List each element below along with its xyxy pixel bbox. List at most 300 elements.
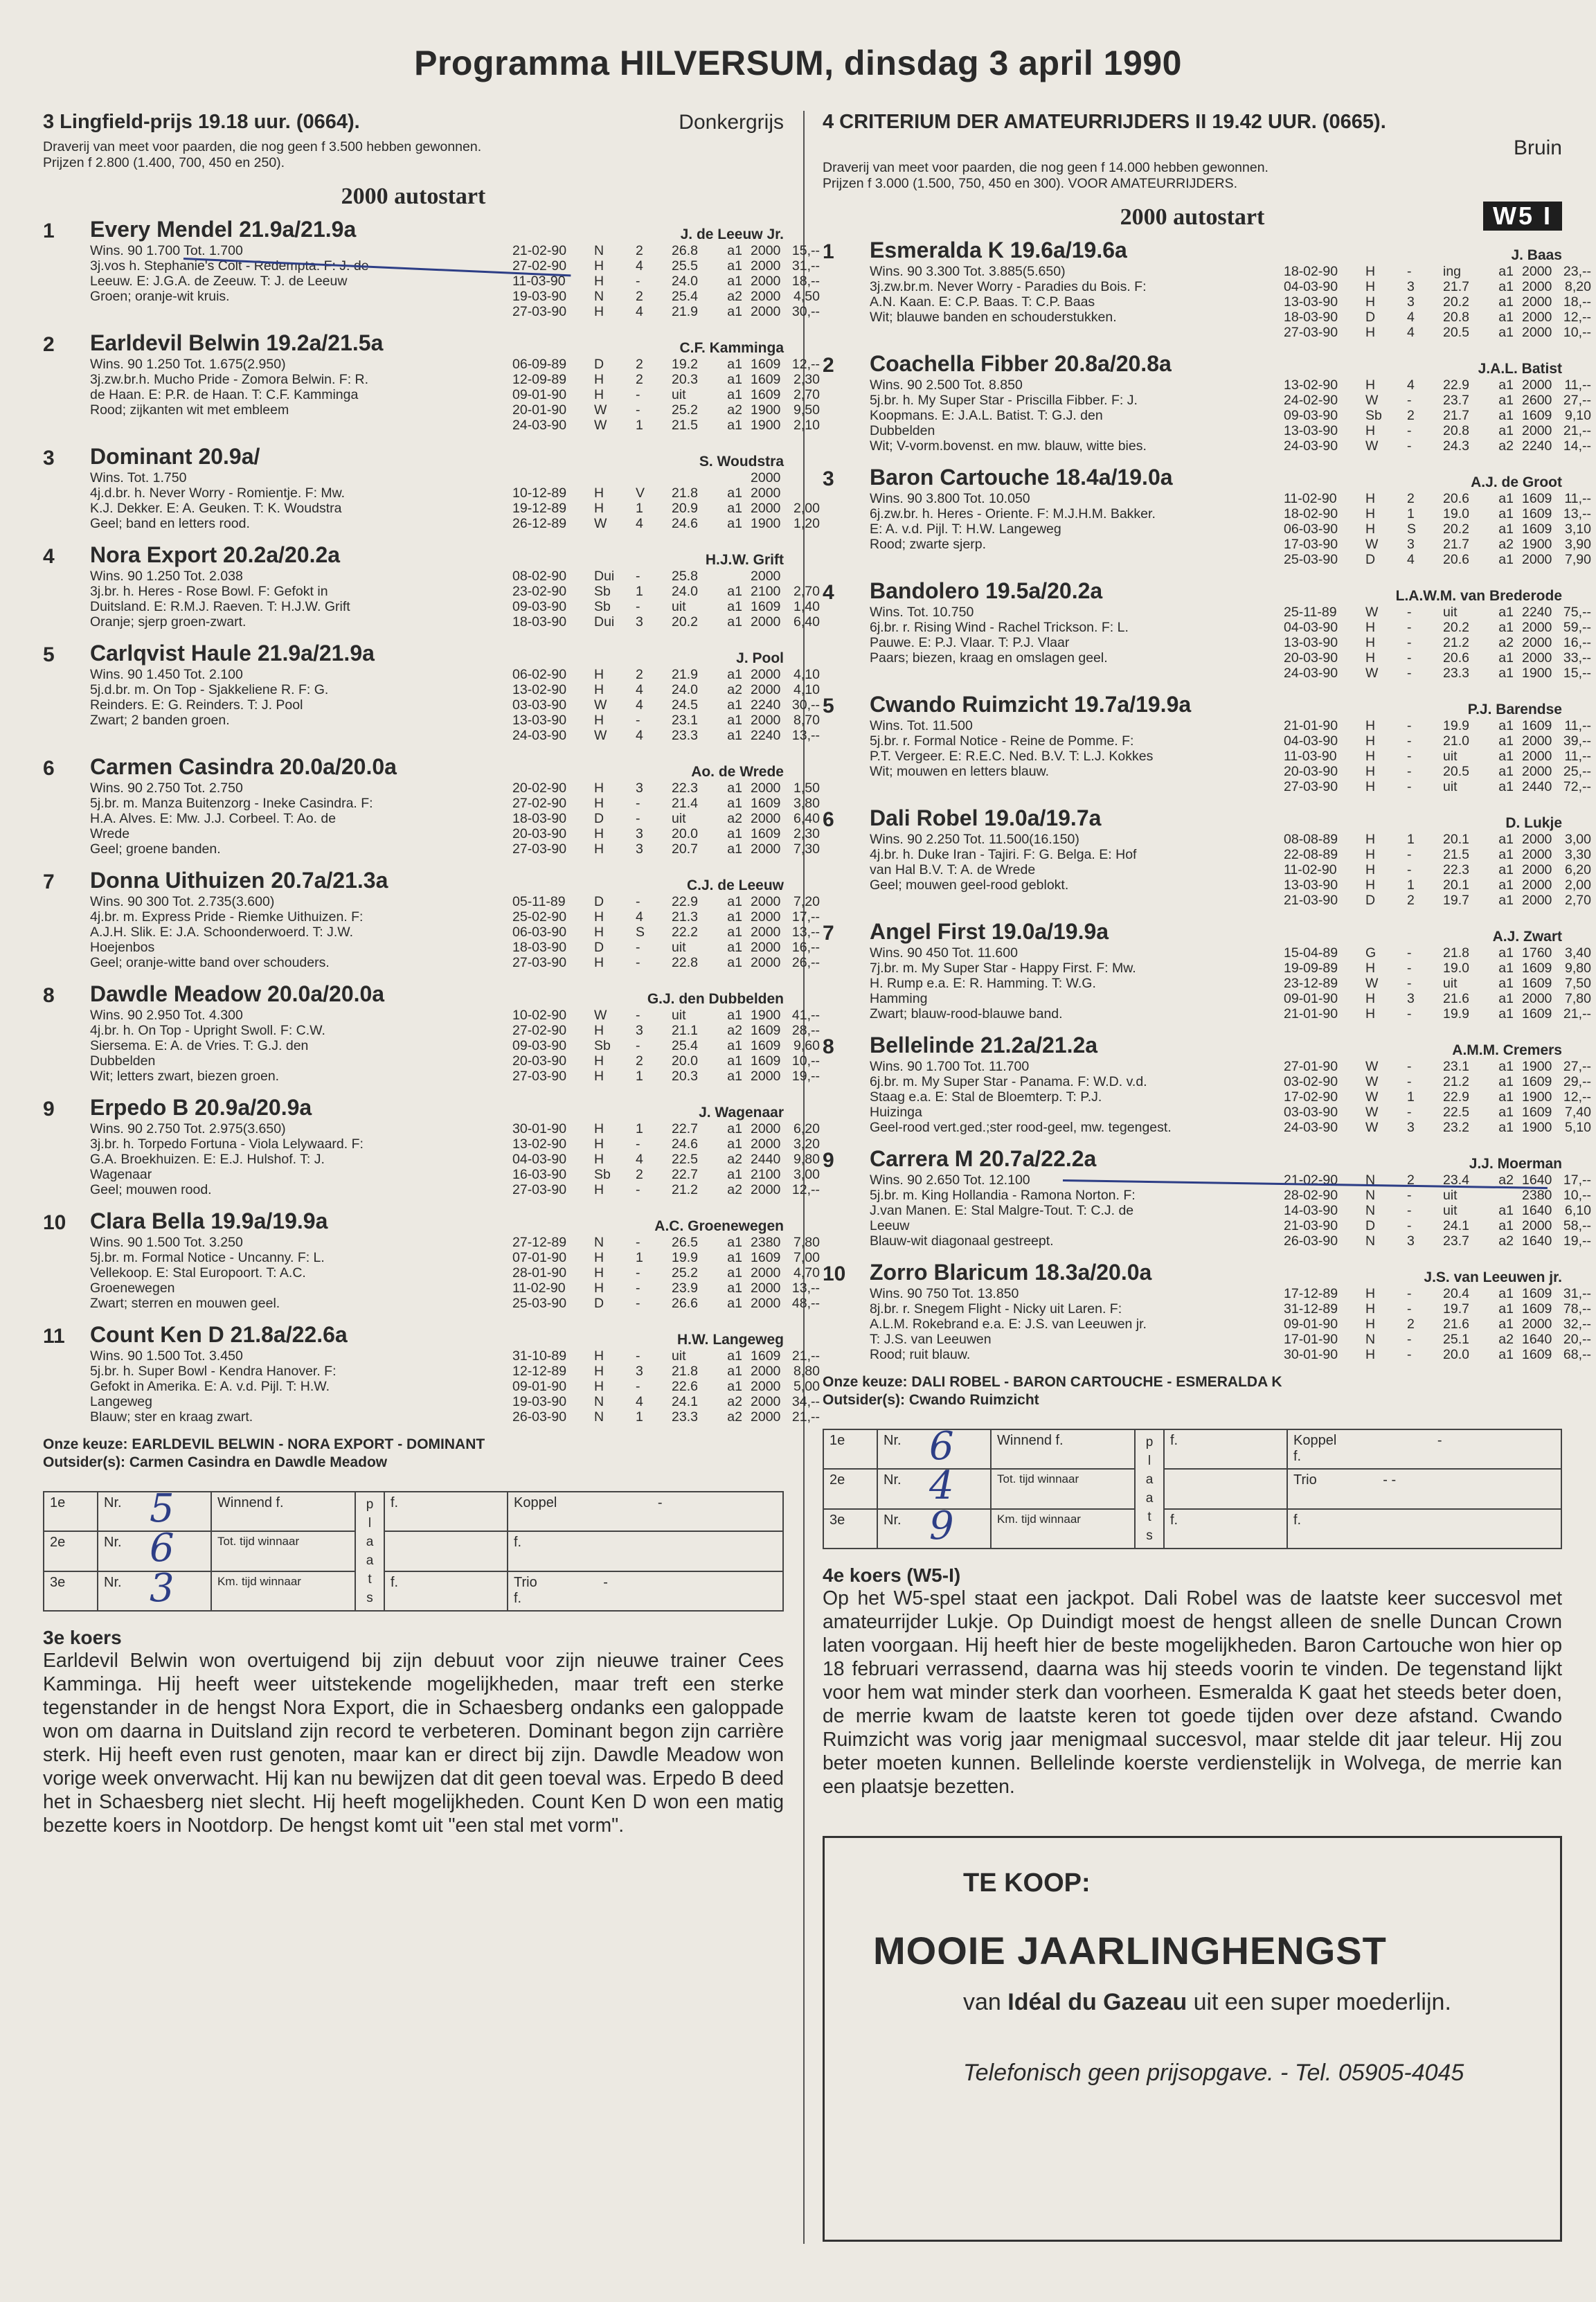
result-row (512, 728, 820, 743)
plaats-field[interactable] (1164, 1469, 1287, 1508)
description-line: Dubbelden (870, 423, 935, 438)
result-cell: 4 (636, 682, 643, 697)
result-cell: a1 (1498, 294, 1514, 310)
result-cell: 2 (636, 289, 643, 304)
result-cell: 10-12-89 (512, 485, 567, 501)
result-cell: 4 (636, 728, 643, 743)
result-cell: 2 (1407, 893, 1415, 908)
result-cell: 33,-- (1563, 650, 1591, 666)
result-row (1284, 1105, 1591, 1120)
description-line: E: A. v.d. Pijl. T: H.W. Langeweg (870, 521, 1061, 537)
past-results (512, 470, 820, 531)
result-cell: 1640 (1522, 1233, 1552, 1249)
horse-name: Carlqvist Haule 21.9a/21.9a (90, 641, 375, 666)
result-cell: 75,-- (1563, 605, 1591, 620)
result-cell: 18-03-90 (512, 940, 567, 955)
horse-name: Count Ken D 21.8a/22.6a (90, 1322, 348, 1347)
result-row (1284, 718, 1591, 733)
result-cell: N (594, 1235, 604, 1250)
result-cell: 1900 (1522, 666, 1552, 681)
result-cell: 22.9 (1443, 377, 1469, 393)
result-cell: 11-03-90 (1284, 749, 1337, 764)
horse-header (823, 805, 1562, 832)
past-results (512, 1121, 820, 1197)
description-line: Rood; ruit blauw. (870, 1347, 971, 1362)
result-cell: 1900 (1522, 1089, 1552, 1105)
result-cell: 48,-- (791, 1296, 820, 1311)
result-cell: 59,-- (1563, 620, 1591, 635)
result-cell: 18-03-90 (1284, 310, 1338, 325)
result-cell: - (636, 1136, 640, 1152)
horse-header (823, 238, 1562, 264)
result-cell: 2000 (1522, 1218, 1552, 1233)
result-cell: 1,40 (793, 599, 820, 614)
horse-number: 9 (823, 1149, 834, 1172)
result-cell: 22.2 (672, 925, 698, 940)
pick: Onze keuze: DALI ROBEL - BARON CARTOUCHE - ESMERALDA K Outsider(s): Cwando Ruimzicht (823, 1374, 1282, 1408)
description-line: H.A. Alves. E: Mw. J.J. Corbeel. T: Ao. de (90, 811, 337, 826)
result-cell: H (1365, 1286, 1376, 1301)
result-row (1284, 877, 1591, 893)
result-cell: 19,-- (1563, 1233, 1591, 1249)
description-line: 8j.br. r. Snegem Flight - Nicky uit Laren. F: (870, 1301, 1122, 1317)
result-cell: - (1407, 1105, 1412, 1120)
result-cell: 20-03-90 (512, 826, 567, 841)
result-cell: 24.0 (672, 682, 698, 697)
result-cell: 23-02-90 (512, 584, 567, 599)
result-cell: - (1407, 620, 1412, 635)
plaats-field[interactable]: f. (384, 1492, 508, 1531)
result-cell: 24.3 (1443, 438, 1469, 454)
description-line: Langeweg (90, 1394, 152, 1409)
result-cell: 32,-- (1563, 1317, 1591, 1332)
result-cell: 1609 (751, 1038, 781, 1053)
result-cell: 08-08-89 (1284, 832, 1338, 847)
result-cell: 21.7 (1443, 537, 1469, 552)
result-cell: H (594, 1182, 604, 1197)
result-cell: 21.6 (1443, 1317, 1469, 1332)
result-cell: a1 (727, 357, 742, 372)
plaats-field[interactable]: f. (1164, 1429, 1287, 1469)
result-cell: 21.2 (672, 1182, 698, 1197)
result-cell: S (1407, 521, 1417, 537)
result-cell: 27-03-90 (1284, 325, 1338, 340)
description-line: Wins. 90 2.500 Tot. 8.850 (870, 377, 1023, 393)
description-line: Huizinga (870, 1105, 922, 1120)
horse-details (90, 780, 820, 857)
horse-details (90, 1121, 820, 1197)
result-cell: a1 (1498, 408, 1514, 423)
result-cell: 20.3 (672, 372, 698, 387)
result-cell: 1609 (1522, 961, 1552, 976)
description-line: 3j.br. h. Torpedo Fortuna - Viola Lelywaard. F: (90, 1136, 364, 1152)
result-cell: 25,-- (1563, 764, 1591, 779)
result-cell: H (594, 955, 604, 970)
result-cell: 1,50 (793, 780, 820, 796)
result-cell: 2000 (751, 1121, 781, 1136)
result-cell: 19.0 (1443, 506, 1469, 521)
result-cell: 23.7 (1443, 1233, 1469, 1249)
result-cell: 24.6 (672, 1136, 698, 1152)
description-line: Vellekoop. E: Stal Europoort. T: A.C. (90, 1265, 306, 1281)
result-cell: H (1365, 506, 1376, 521)
result-cell: 24.5 (672, 697, 698, 713)
result-cell: H (1365, 779, 1376, 794)
past-results (1284, 377, 1591, 454)
result-cell: - (1407, 1006, 1412, 1021)
result-cell: G (1365, 945, 1377, 961)
result-cell: uit (1443, 605, 1458, 620)
result-cell: W (594, 418, 607, 433)
result-cell: 20.6 (1443, 650, 1469, 666)
result-cell: 2000 (751, 485, 781, 501)
result-cell: 1 (636, 1121, 643, 1136)
result-cell: 1 (1407, 832, 1415, 847)
trainer-name: P.J. Barendse (1467, 702, 1562, 717)
result-row (1284, 1347, 1591, 1362)
nr-field-1[interactable]: 6 (924, 1429, 991, 1469)
result-cell: 2000 (751, 955, 781, 970)
result-cell: 6,20 (793, 1121, 820, 1136)
result-cell: - (636, 955, 640, 970)
result-cell: 26-03-90 (512, 1409, 567, 1425)
result-cell: 2000 (1522, 294, 1552, 310)
horse-details (870, 605, 1591, 681)
description-line: 6j.br. m. My Super Star - Panama. F: W.D. v.d. (870, 1074, 1147, 1089)
plaats-field[interactable] (384, 1531, 508, 1571)
result-row (512, 470, 784, 485)
nr-field-3[interactable]: 3 (144, 1571, 211, 1611)
result-cell: 2000 (751, 470, 781, 485)
result-row (1284, 423, 1591, 438)
result-cell: 18-02-90 (1284, 506, 1338, 521)
horse-name: Bandolero 19.5a/20.2a (870, 578, 1103, 603)
result-row (512, 796, 820, 811)
result-cell: 3 (1407, 279, 1415, 294)
result-cell: 1609 (1522, 1301, 1552, 1317)
horse-header (43, 1208, 784, 1235)
race-title: 3 Lingfield-prijs 19.18 uur. (0664). (43, 111, 360, 133)
result-cell: 4,70 (793, 1265, 820, 1281)
result-cell: 04-03-90 (1284, 733, 1338, 749)
result-cell: a1 (1498, 847, 1514, 862)
result-cell: 12-12-89 (512, 1364, 567, 1379)
result-cell: 2000 (751, 841, 781, 857)
result-row (1284, 393, 1591, 408)
plaats-field[interactable]: f. (1164, 1509, 1287, 1549)
result-cell: 78,-- (1563, 1301, 1591, 1317)
result-cell: N (1365, 1188, 1376, 1203)
description-line: Koopmans. E: J.A.L. Batist. T: G.J. den (870, 408, 1103, 423)
result-cell: a1 (727, 955, 742, 970)
plaats-letter: s (366, 1591, 373, 1605)
result-row (1284, 1120, 1591, 1135)
result-cell: 3 (636, 826, 643, 841)
result-cell: 03-03-90 (1284, 1105, 1338, 1120)
result-cell: a1 (727, 1053, 742, 1069)
result-cell: 13,-- (1563, 506, 1591, 521)
result-cell: 20.6 (1443, 491, 1469, 506)
result-cell: N (1365, 1172, 1376, 1188)
result-row (1284, 1286, 1591, 1301)
description-line: Wins. 90 1.450 Tot. 2.100 (90, 667, 243, 682)
description-line: 5j.br. h. My Super Star - Priscilla Fibber. F: J. (870, 393, 1138, 408)
past-results (512, 357, 820, 433)
result-cell: 20-03-90 (1284, 764, 1338, 779)
trainer-name: L.A.W.M. van Brederode (1395, 588, 1562, 604)
result-cell: 06-09-89 (512, 357, 567, 372)
result-cell: H (594, 501, 604, 516)
result-cell: 10,-- (1563, 325, 1591, 340)
result-cell: 04-03-90 (512, 1152, 567, 1167)
result-cell: 1900 (751, 418, 781, 433)
trainer-name: J.J. Moerman (1469, 1156, 1562, 1172)
horse-name: Nora Export 20.2a/20.2a (90, 542, 341, 567)
result-cell: 31-10-89 (512, 1348, 567, 1364)
result-cell: a1 (727, 909, 742, 925)
horse-header (823, 465, 1562, 491)
result-cell: 7,80 (793, 1235, 820, 1250)
horse-entry (43, 868, 820, 970)
result-cell: 11,-- (1564, 377, 1591, 393)
result-cell: 1 (1407, 1089, 1415, 1105)
result-cell: W (594, 516, 607, 531)
result-cell: a2 (1498, 1172, 1514, 1188)
result-cell: a1 (1498, 718, 1514, 733)
result-row (512, 501, 820, 516)
result-cell: 21.2 (1443, 1074, 1469, 1089)
result-cell: a1 (727, 1250, 742, 1265)
result-cell: - (1407, 779, 1412, 794)
nr-field-2[interactable]: 6 (144, 1531, 211, 1571)
result-cell: uit (1443, 1203, 1458, 1218)
result-cell: 21.5 (1443, 847, 1469, 862)
result-cell: a1 (1498, 1089, 1514, 1105)
result-cell: Sb (594, 1038, 611, 1053)
result-cell: 1609 (751, 357, 781, 372)
result-cell: 2000 (1522, 749, 1552, 764)
nr-field-3[interactable]: 9 (924, 1509, 991, 1549)
result-cell: 2,10 (793, 418, 820, 433)
result-cell: 2440 (751, 1152, 781, 1167)
result-cell: a1 (1498, 976, 1514, 991)
result-cell: 4 (636, 697, 643, 713)
horse-entry (43, 444, 820, 531)
result-cell: a1 (727, 243, 742, 258)
result-cell: a2 (727, 682, 742, 697)
result-cell: 16,-- (1563, 635, 1591, 650)
result-row (512, 304, 820, 319)
result-cell: D (1365, 552, 1376, 567)
result-cell: a1 (727, 894, 742, 909)
horse-name: Earldevil Belwin 19.2a/21.5a (90, 330, 384, 355)
horse-entry (823, 1146, 1591, 1249)
nr-field-2[interactable]: 4 (924, 1469, 991, 1508)
result-cell: 3 (1407, 1233, 1415, 1249)
result-row (1284, 666, 1591, 681)
result-cell: 1 (1407, 506, 1415, 521)
result-cell: 1640 (1522, 1172, 1552, 1188)
result-cell: H (1365, 1301, 1376, 1317)
result-cell: 18-02-90 (1284, 264, 1338, 279)
result-cell: 3 (636, 1023, 643, 1038)
result-cell: 16-03-90 (512, 1167, 567, 1182)
result-cell: D (594, 811, 604, 826)
ad-title: MOOIE JAARLINGHENGST (873, 1929, 1387, 1972)
result-row (1284, 733, 1591, 749)
description-line: 4j.d.br. h. Never Worry - Romientje. F: Mw. (90, 485, 346, 501)
horse-details (90, 1235, 820, 1311)
result-cell: 28-01-90 (512, 1265, 567, 1281)
result-cell: W (1365, 666, 1379, 681)
result-cell: 2000 (751, 925, 781, 940)
result-cell: 25.4 (672, 289, 698, 304)
result-row (1284, 1233, 1591, 1249)
plaats-letter: t (1147, 1510, 1151, 1524)
advertisement (823, 1836, 1562, 2242)
result-cell: a2 (1498, 1332, 1514, 1347)
result-cell: 2000 (751, 1394, 781, 1409)
horse-description (90, 667, 512, 728)
result-cell: 4 (636, 909, 643, 925)
result-cell: - (636, 402, 640, 418)
past-results (1284, 605, 1591, 681)
description-line: Paars; biezen, kraag en omslagen geel. (870, 650, 1108, 666)
result-cell: a1 (1498, 491, 1514, 506)
result-cell: 09-01-90 (512, 1379, 567, 1394)
result-row (512, 1182, 820, 1197)
result-cell: H (594, 1348, 604, 1364)
result-cell: 72,-- (1563, 779, 1591, 794)
result-cell: 1 (636, 418, 643, 433)
koppel-field[interactable]: f. (508, 1531, 783, 1571)
ad-heading: TE KOOP: (963, 1868, 1091, 1898)
result-cell: a1 (727, 501, 742, 516)
result-cell: a1 (727, 1265, 742, 1281)
result-cell: 2000 (1522, 423, 1552, 438)
result-cell: 03-02-90 (1284, 1074, 1338, 1089)
result-row (512, 1348, 820, 1364)
description-line: Wins. 90 1.700 Tot. 1.700 (90, 243, 243, 258)
result-cell: - (1407, 1059, 1412, 1074)
result-cell: 19-12-89 (512, 501, 567, 516)
result-cell: H (594, 1069, 604, 1084)
result-cell: 1609 (1522, 491, 1552, 506)
result-cell: 1 (1407, 877, 1415, 893)
result-row (1284, 1074, 1591, 1089)
result-cell: 4,10 (793, 667, 820, 682)
result-cell: 06-03-90 (1284, 521, 1338, 537)
horse-name: Zorro Blaricum 18.3a/20.0a (870, 1260, 1152, 1285)
description-line: Wins. 90 3.300 Tot. 3.885(5.650) (870, 264, 1066, 279)
result-cell: 25-11-89 (1284, 605, 1337, 620)
result-cell: 3 (1407, 1120, 1415, 1135)
result-row (512, 909, 820, 925)
horse-details (870, 945, 1591, 1021)
result-cell: H (1365, 733, 1376, 749)
result-cell: 20.2 (672, 614, 698, 630)
result-row (512, 667, 820, 682)
result-cell: H (1365, 1347, 1376, 1362)
description-line: Wins. Tot. 1.750 (90, 470, 187, 485)
bet-form: 1e Nr. 5 Winnend f. p l a a t s f. Koppel - 2e Nr. 6 Tot. tijd winnaar f. 3e Nr. 3 Km. tijd winnaar f. Trio - f. (43, 1491, 784, 1612)
plaats-field[interactable]: f. (384, 1571, 508, 1611)
result-cell: H (1365, 294, 1376, 310)
trainer-name: H.J.W. Grift (705, 552, 784, 568)
result-cell: 8,70 (793, 713, 820, 728)
result-cell: 4 (636, 1152, 643, 1167)
result-cell: 11,-- (1564, 718, 1591, 733)
result-cell: 21,-- (1563, 1006, 1591, 1021)
result-cell: 21-02-90 (1284, 1172, 1338, 1188)
past-results (512, 894, 820, 970)
result-cell: W (1365, 537, 1379, 552)
description-line: Zwart; sterren en mouwen geel. (90, 1296, 280, 1311)
result-cell: H (594, 1053, 604, 1069)
result-cell: 20.2 (1443, 294, 1469, 310)
result-cell: a1 (727, 841, 742, 857)
plaats-label (355, 1492, 384, 1611)
result-cell: 20.7 (672, 841, 698, 857)
result-cell: 09-03-90 (512, 1038, 567, 1053)
result-cell: a1 (1498, 764, 1514, 779)
result-cell: 24-03-90 (1284, 438, 1338, 454)
result-row (1284, 847, 1591, 862)
result-cell: 5,00 (793, 1379, 820, 1394)
result-cell: 21.9 (672, 304, 698, 319)
horse-entry (43, 754, 820, 857)
nr-field-1[interactable]: 5 (144, 1492, 211, 1531)
result-cell: D (594, 894, 604, 909)
result-cell: - (1407, 945, 1412, 961)
description-line: Oranje; sjerp groen-zwart. (90, 614, 246, 630)
horse-header (823, 1033, 1562, 1059)
horse-entry (823, 1260, 1591, 1362)
result-cell: 15-04-89 (1284, 945, 1338, 961)
result-cell: 3,30 (1565, 847, 1591, 862)
trio-field[interactable]: f. (1287, 1509, 1561, 1549)
description-line: 3j.vos h. Stephanie's Colt - Redempta. F: J. de (90, 258, 369, 274)
result-cell: 24-03-90 (1284, 666, 1338, 681)
result-cell: - (1407, 635, 1412, 650)
result-cell: 5,10 (1565, 1120, 1591, 1135)
result-cell: - (636, 1182, 640, 1197)
result-cell: 20-01-90 (512, 402, 567, 418)
result-cell: 3 (636, 1364, 643, 1379)
result-cell: 10-02-90 (512, 1008, 567, 1023)
result-cell: 08-02-90 (512, 569, 567, 584)
horse-entry (823, 805, 1591, 908)
start-type: 2000 autostart W5 I (823, 204, 1562, 231)
result-cell: 27-12-89 (512, 1235, 567, 1250)
result-cell: 11-03-90 (512, 274, 566, 289)
result-cell: 1609 (751, 1023, 781, 1038)
result-cell: a1 (1498, 961, 1514, 976)
result-cell: H (594, 1152, 604, 1167)
result-row (512, 485, 784, 501)
horse-number: 8 (823, 1035, 834, 1058)
result-cell: 13-03-90 (1284, 423, 1338, 438)
result-cell: 1,20 (793, 516, 820, 531)
result-cell: H (1365, 279, 1376, 294)
result-cell: 25.8 (672, 569, 698, 584)
past-results (1284, 491, 1591, 567)
result-cell: 21.2 (1443, 635, 1469, 650)
description-line: H. Rump e.a. E: R. Hamming. T: W.G. (870, 976, 1096, 991)
result-cell: 1609 (751, 387, 781, 402)
result-cell: 2600 (1522, 393, 1552, 408)
result-cell: H (594, 372, 604, 387)
